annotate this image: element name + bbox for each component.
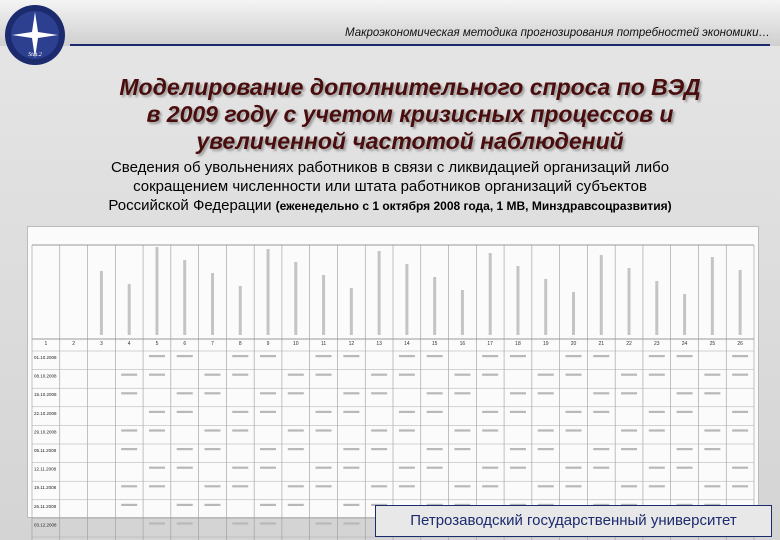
subtitle-line-1: Сведения об увольнениях работников в связи с ликвидацией организаций либо — [110, 159, 670, 176]
table-cell-scribble — [704, 485, 720, 487]
subtitle-line-3 — [20, 196, 760, 216]
table-cell-scribble — [538, 392, 554, 394]
table-cell-scribble — [538, 448, 554, 450]
table-column-number: 16 — [459, 341, 466, 347]
table-cell-scribble — [649, 355, 665, 357]
table-cell-scribble — [177, 448, 193, 450]
table-header-scribble — [378, 251, 381, 335]
table-cell-scribble — [343, 467, 359, 469]
table-cell-scribble — [482, 467, 498, 469]
table-row-date: 15.10.2008 — [34, 392, 57, 398]
table-cell-scribble — [121, 374, 137, 376]
table-cell-scribble — [732, 411, 748, 413]
table-cell-scribble — [232, 467, 248, 469]
table-cell-scribble — [177, 467, 193, 469]
table-column-number: 8 — [238, 341, 242, 347]
table-cell-scribble — [566, 355, 582, 357]
table-row-date: 12.11.2008 — [34, 466, 57, 472]
table-cell-scribble — [649, 411, 665, 413]
table-cell-scribble — [538, 374, 554, 376]
table-header-scribble — [655, 281, 658, 335]
table-cell-scribble — [260, 392, 276, 394]
table-row-date: 26.11.2008 — [34, 503, 57, 509]
table-cell-scribble — [232, 429, 248, 431]
table-cell-scribble — [121, 429, 137, 431]
table-column-number: 3 — [100, 341, 103, 347]
table-cell-scribble — [649, 485, 665, 487]
table-cell-scribble — [177, 522, 193, 524]
subtitle-line-2: сокращением численности или штата работников организаций субъектов — [133, 178, 647, 195]
table-column-number: 21 — [598, 341, 605, 347]
table-header-scribble — [267, 249, 270, 335]
table-header-scribble — [711, 257, 714, 335]
table-cell-scribble — [316, 485, 332, 487]
table-column-number: 6 — [183, 341, 187, 347]
table-row-date: 19.11.2008 — [34, 485, 57, 491]
table-cell-scribble — [510, 392, 526, 394]
table-cell-scribble — [232, 355, 248, 357]
table-column-number: 4 — [127, 341, 131, 347]
table-column-number: 10 — [293, 341, 299, 347]
table-cell-scribble — [205, 504, 221, 506]
university-name: Петрозаводский государственный университет — [410, 512, 737, 529]
table-cell-scribble — [177, 504, 193, 506]
table-cell-scribble — [399, 355, 415, 357]
table-header-scribble — [128, 284, 131, 335]
table-cell-scribble — [566, 485, 582, 487]
table-column-number: 24 — [681, 341, 688, 347]
slide-subtitle — [20, 158, 760, 216]
table-cell-scribble — [482, 374, 498, 376]
table-column-number: 26 — [737, 341, 743, 347]
table-header-scribble — [405, 264, 408, 335]
title-line-2: в 2009 году с учетом кризисных процессов и — [146, 101, 674, 127]
table-header-scribble — [433, 277, 436, 335]
table-cell-scribble — [677, 448, 693, 450]
table-cell-scribble — [343, 411, 359, 413]
table-cell-scribble — [121, 504, 137, 506]
table-cell-scribble — [593, 392, 609, 394]
table-cell-scribble — [427, 355, 443, 357]
title-line-3: увеличенной частотой наблюдений — [196, 128, 624, 154]
table-header-scribble — [628, 268, 631, 335]
table-header-scribble — [350, 288, 353, 335]
table-cell-scribble — [371, 448, 387, 450]
table-cell-scribble — [288, 504, 304, 506]
table-cell-scribble — [649, 429, 665, 431]
table-cell-scribble — [677, 467, 693, 469]
table-row-date: 22.10.2008 — [34, 410, 57, 416]
table-cell-scribble — [593, 355, 609, 357]
table-cell-scribble — [454, 392, 470, 394]
table-row-date: 01.10.2008 — [34, 355, 57, 360]
table-cell-scribble — [510, 448, 526, 450]
table-cell-scribble — [704, 429, 720, 431]
table-cell-scribble — [538, 485, 554, 487]
table-cell-scribble — [205, 392, 221, 394]
logo-text: Stat.2 — [28, 52, 42, 58]
table-cell-scribble — [205, 429, 221, 431]
table-cell-scribble — [649, 467, 665, 469]
table-cell-scribble — [316, 467, 332, 469]
table-cell-scribble — [149, 467, 165, 469]
table-header-scribble — [239, 286, 242, 335]
table-cell-scribble — [399, 429, 415, 431]
table-cell-scribble — [482, 485, 498, 487]
table-cell-scribble — [343, 504, 359, 506]
table-header-scribble — [461, 290, 464, 335]
table-column-number: 14 — [404, 341, 410, 347]
table-column-number: 15 — [431, 341, 438, 347]
footer-box — [375, 505, 772, 537]
table-cell-scribble — [427, 411, 443, 413]
table-cell-scribble — [704, 448, 720, 450]
table-cell-scribble — [149, 522, 165, 524]
table-column-number: 2 — [72, 341, 76, 347]
table-cell-scribble — [566, 374, 582, 376]
table-column-number: 7 — [211, 341, 214, 347]
table-cell-scribble — [732, 467, 748, 469]
table-header-scribble — [739, 270, 742, 335]
table-cell-scribble — [593, 448, 609, 450]
table-cell-scribble — [454, 374, 470, 376]
table-cell-scribble — [260, 355, 276, 357]
table-header-scribble — [572, 292, 575, 335]
table-cell-scribble — [510, 467, 526, 469]
table-cell-scribble — [593, 467, 609, 469]
table-cell-scribble — [566, 429, 582, 431]
table-cell-scribble — [454, 429, 470, 431]
table-cell-scribble — [232, 522, 248, 524]
table-cell-scribble — [427, 448, 443, 450]
table-cell-scribble — [593, 411, 609, 413]
title-line-1: Моделирование дополнительного спроса по ВЭД — [119, 74, 701, 100]
table-header-scribble — [100, 271, 103, 335]
table-column-number: 1 — [44, 341, 48, 347]
table-cell-scribble — [566, 467, 582, 469]
table-cell-scribble — [482, 355, 498, 357]
table-cell-scribble — [121, 448, 137, 450]
header-text: Макроэкономическая методика прогнозирования потребностей экономики… — [345, 27, 770, 39]
table-column-number: 25 — [709, 341, 716, 347]
table-cell-scribble — [260, 504, 276, 506]
table-cell-scribble — [288, 429, 304, 431]
table-cell-scribble — [149, 411, 165, 413]
table-row-date: 03.12.2008 — [34, 522, 57, 528]
table-cell-scribble — [677, 411, 693, 413]
table-cell-scribble — [288, 392, 304, 394]
table-column-number: 5 — [155, 341, 159, 347]
table-header-scribble — [183, 260, 186, 335]
table-cell-scribble — [316, 411, 332, 413]
table-cell-scribble — [260, 411, 276, 413]
table-cell-scribble — [454, 485, 470, 487]
table-cell-scribble — [177, 355, 193, 357]
table-cell-scribble — [205, 448, 221, 450]
table-cell-scribble — [566, 411, 582, 413]
table-cell-scribble — [677, 355, 693, 357]
table-row-date: 29.10.2008 — [34, 429, 57, 435]
header-divider — [70, 44, 770, 46]
table-column-number: 9 — [266, 341, 270, 347]
table-column-number: 18 — [515, 341, 521, 347]
table-cell-scribble — [621, 374, 637, 376]
table-cell-scribble — [149, 485, 165, 487]
table-cell-scribble — [177, 411, 193, 413]
table-cell-scribble — [732, 355, 748, 357]
table-cell-scribble — [399, 374, 415, 376]
table-cell-scribble — [371, 392, 387, 394]
table-cell-scribble — [149, 429, 165, 431]
table-cell-scribble — [121, 485, 137, 487]
table-column-number: 13 — [376, 341, 382, 347]
table-cell-scribble — [288, 485, 304, 487]
table-cell-scribble — [399, 485, 415, 487]
table-cell-scribble — [232, 411, 248, 413]
table-cell-scribble — [288, 374, 304, 376]
table-cell-scribble — [260, 467, 276, 469]
table-cell-scribble — [704, 392, 720, 394]
table-cell-scribble — [343, 392, 359, 394]
table-header-scribble — [294, 262, 297, 335]
table-header-scribble — [155, 247, 158, 335]
table-cell-scribble — [427, 392, 443, 394]
table-cell-scribble — [732, 485, 748, 487]
table-cell-scribble — [288, 448, 304, 450]
table-cell-scribble — [177, 392, 193, 394]
table-header-scribble — [489, 253, 492, 335]
table-row-date: 08.10.2008 — [34, 373, 57, 379]
table-row-date: 05.11.2008 — [34, 448, 57, 453]
table-cell-scribble — [316, 374, 332, 376]
table-cell-scribble — [149, 355, 165, 357]
table-cell-scribble — [205, 374, 221, 376]
star-emblem-icon — [4, 4, 66, 66]
table-cell-scribble — [343, 355, 359, 357]
table-cell-scribble — [399, 467, 415, 469]
table-header-scribble — [516, 266, 519, 335]
table-column-number: 12 — [348, 341, 355, 347]
table-column-number: 19 — [542, 341, 549, 347]
table-column-number: 17 — [487, 341, 493, 347]
table-cell-scribble — [232, 485, 248, 487]
table-cell-scribble — [427, 467, 443, 469]
table-column-number: 11 — [320, 341, 327, 347]
table-cell-scribble — [677, 392, 693, 394]
table-column-number: 23 — [654, 341, 660, 347]
table-column-number: 22 — [626, 341, 632, 347]
table-cell-scribble — [121, 392, 137, 394]
table-cell-scribble — [343, 448, 359, 450]
table-header-scribble — [211, 273, 214, 335]
table-cell-scribble — [205, 485, 221, 487]
header-band — [0, 0, 780, 46]
table-cell-scribble — [732, 374, 748, 376]
table-cell-scribble — [621, 448, 637, 450]
table-header-scribble — [683, 294, 686, 335]
table-cell-scribble — [510, 411, 526, 413]
table-cell-scribble — [316, 429, 332, 431]
table-cell-scribble — [149, 374, 165, 376]
table-cell-scribble — [538, 429, 554, 431]
table-cell-scribble — [232, 374, 248, 376]
table-cell-scribble — [621, 429, 637, 431]
table-cell-scribble — [482, 429, 498, 431]
table-header-scribble — [600, 255, 603, 335]
table-cell-scribble — [343, 522, 359, 524]
table-cell-scribble — [316, 522, 332, 524]
table-cell-scribble — [316, 355, 332, 357]
table-cell-scribble — [371, 485, 387, 487]
subtitle-line-3-main: Российской Федерации — [108, 197, 276, 214]
table-header-scribble — [322, 275, 325, 335]
table-cell-scribble — [732, 429, 748, 431]
table-cell-scribble — [510, 355, 526, 357]
table-cell-scribble — [371, 374, 387, 376]
table-cell-scribble — [371, 429, 387, 431]
table-cell-scribble — [260, 522, 276, 524]
table-cell-scribble — [621, 392, 637, 394]
table-cell-scribble — [704, 374, 720, 376]
table-cell-scribble — [649, 374, 665, 376]
table-cell-scribble — [454, 448, 470, 450]
table-cell-scribble — [260, 448, 276, 450]
slide-title — [60, 74, 760, 155]
subtitle-line-3-source: (еженедельно с 1 октября 2008 года, 1 МВ, Минздравсоцразвития) — [275, 199, 672, 213]
table-column-number: 20 — [570, 341, 577, 347]
table-cell-scribble — [399, 411, 415, 413]
table-cell-scribble — [621, 485, 637, 487]
table-header-scribble — [544, 279, 547, 335]
table-cell-scribble — [482, 411, 498, 413]
